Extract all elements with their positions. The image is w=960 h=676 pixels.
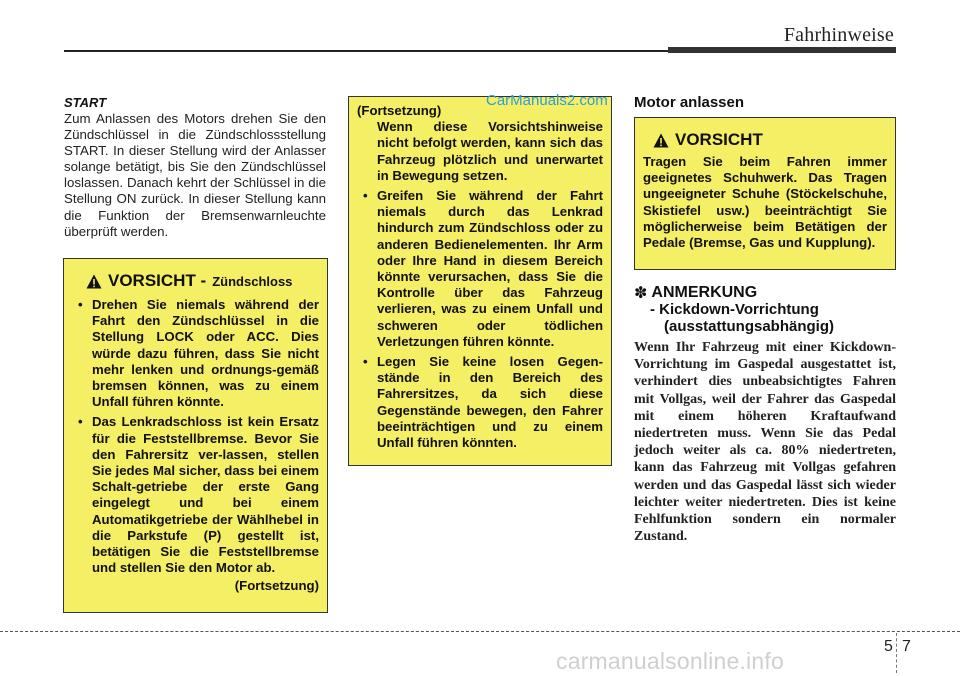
list-item: • Legen Sie keine losen Gegen-stände in den Bereich des Fahrersitzes, da sich diese Gegenstände bewegen, den Fahrer beeinträchtigen und zu einem Unfall führen könnten.: [363, 354, 603, 451]
caution-intro: Wenn diese Vorsichtshinweise nicht befolgt werden, kann sich das Fahrzeug plötzlich und unerwartet in Bewegung setzen.: [377, 119, 603, 183]
caution-title-footwear: [643, 130, 887, 150]
continued-label: (Fortsetzung): [234, 578, 319, 594]
caution-body-footwear: Tragen Sie beim Fahren immer geeignetes Schuhwerk. Das Tragen ungeeigneter Schuhe (Stöckelschuhe, Skistiefel usw.) beeinträchtigt Sie möglicherweise beim Betätigen der Pedale (Bremse, Gas und Kupplung).: [643, 154, 887, 251]
start-paragraph: Zum Anlassen des Motors drehen Sie den Zündschlüssel in die Zündschlossstellung START. In dieser Stellung wird der Anlasser solange betätigt, bis Sie den Zündschlüssel loslassen. Danach kehrt der Schlüssel in die Stellung ON zurück. In dieser Stellung kann die Funktion der Bremsenwarnleuchte überprüft werden.: [64, 111, 326, 239]
list-item: • Greifen Sie während der Fahrt niemals durch das Lenkrad hindurch zum Zündschloss oder zu anderen Bedienelementen. Ihr Arm oder Ihre Hand in diesem Bereich könnte verursachen, dass Sie die Kontrolle über das Fahrzeug verlieren, was zu einem Unfall und schweren oder tödlichen Verletzungen führen könnte.: [363, 188, 603, 349]
header-rule-thick: [668, 47, 896, 53]
note-sub-line1: - Kickdown-Vorrichtung: [650, 301, 819, 318]
caution-box-ignition: [63, 258, 328, 613]
caution-box-footwear: [634, 117, 896, 270]
caution-subtitle-text: Zündschloss: [212, 273, 293, 289]
caution-title-text: VORSICHT -: [108, 271, 207, 290]
continued-label: (Fortsetzung): [357, 103, 442, 118]
page-number: 7: [902, 638, 911, 655]
watermark-bottom: carmanualsonline.info: [556, 648, 784, 674]
section-number: 5: [884, 638, 893, 655]
page-number-divider: [896, 633, 898, 673]
caution-list-continued: [357, 188, 603, 451]
note-heading: [634, 283, 757, 303]
list-item: • Drehen Sie niemals während der Fahrt den Zündschlüssel in die Stellung LOCK oder ACC. Dies würde dazu führen, dass Sie nicht mehr lenken und ordnungs-gemäß bremsen können, was zu einem Unfall führen könnte.: [78, 297, 319, 410]
note-body: Wenn Ihr Fahrzeug mit einer Kickdown-Vorrichtung im Gaspedal ausgestattet ist, verhindert dies unbeabsichtigtes Fahren mit Vollgas, weil der Fahrer das Gaspedal mit einem höheren Kraftaufwand niedertreten muss. Wenn Sie das Pedal jedoch weiter als ca. 80% niedertreten, kann das Fahrzeug mit Vollgas gefahren werden und das Gaspedal lässt sich wieder leichter weiter niedertreten. Dies ist keine Fehlfunktion sondern ein normaler Zustand.: [634, 340, 896, 545]
header-rule-thin: [64, 50, 668, 52]
caution-title-ignition: [72, 271, 319, 291]
note-sub-line2: (ausstattungsabhängig): [664, 318, 835, 335]
warning-triangle-icon: [86, 274, 102, 289]
warning-triangle-icon: [653, 133, 669, 148]
note-subheading: [650, 301, 834, 335]
caution-title-text: VORSICHT: [675, 130, 763, 149]
note-title: ANMERKUNG: [651, 284, 758, 301]
watermark-top: CarManuals2.com: [486, 92, 608, 109]
motor-heading: Motor anlassen: [634, 94, 745, 111]
start-heading: START: [64, 95, 107, 110]
caution-box-continued: [348, 96, 612, 466]
list-item: • Das Lenkradschloss ist kein Ersatz für die Feststellbremse. Bevor Sie den Fahrersitz ver-lassen, stellen Sie jedes Mal sicher, dass bei einem Schalt-getriebe der erste Gang eingelegt und bei einem Automatikgetriebe der Wählhebel in die Parkstufe (P) gestellt ist, betätigen Sie die Feststellbremse und stellen Sie den Motor ab.: [78, 414, 319, 576]
footer-dashed-rule: [0, 631, 960, 632]
note-asterisk-icon: ✽: [634, 285, 648, 302]
caution-list-ignition: [72, 297, 319, 576]
header-title: Fahrhinweise: [783, 24, 894, 46]
